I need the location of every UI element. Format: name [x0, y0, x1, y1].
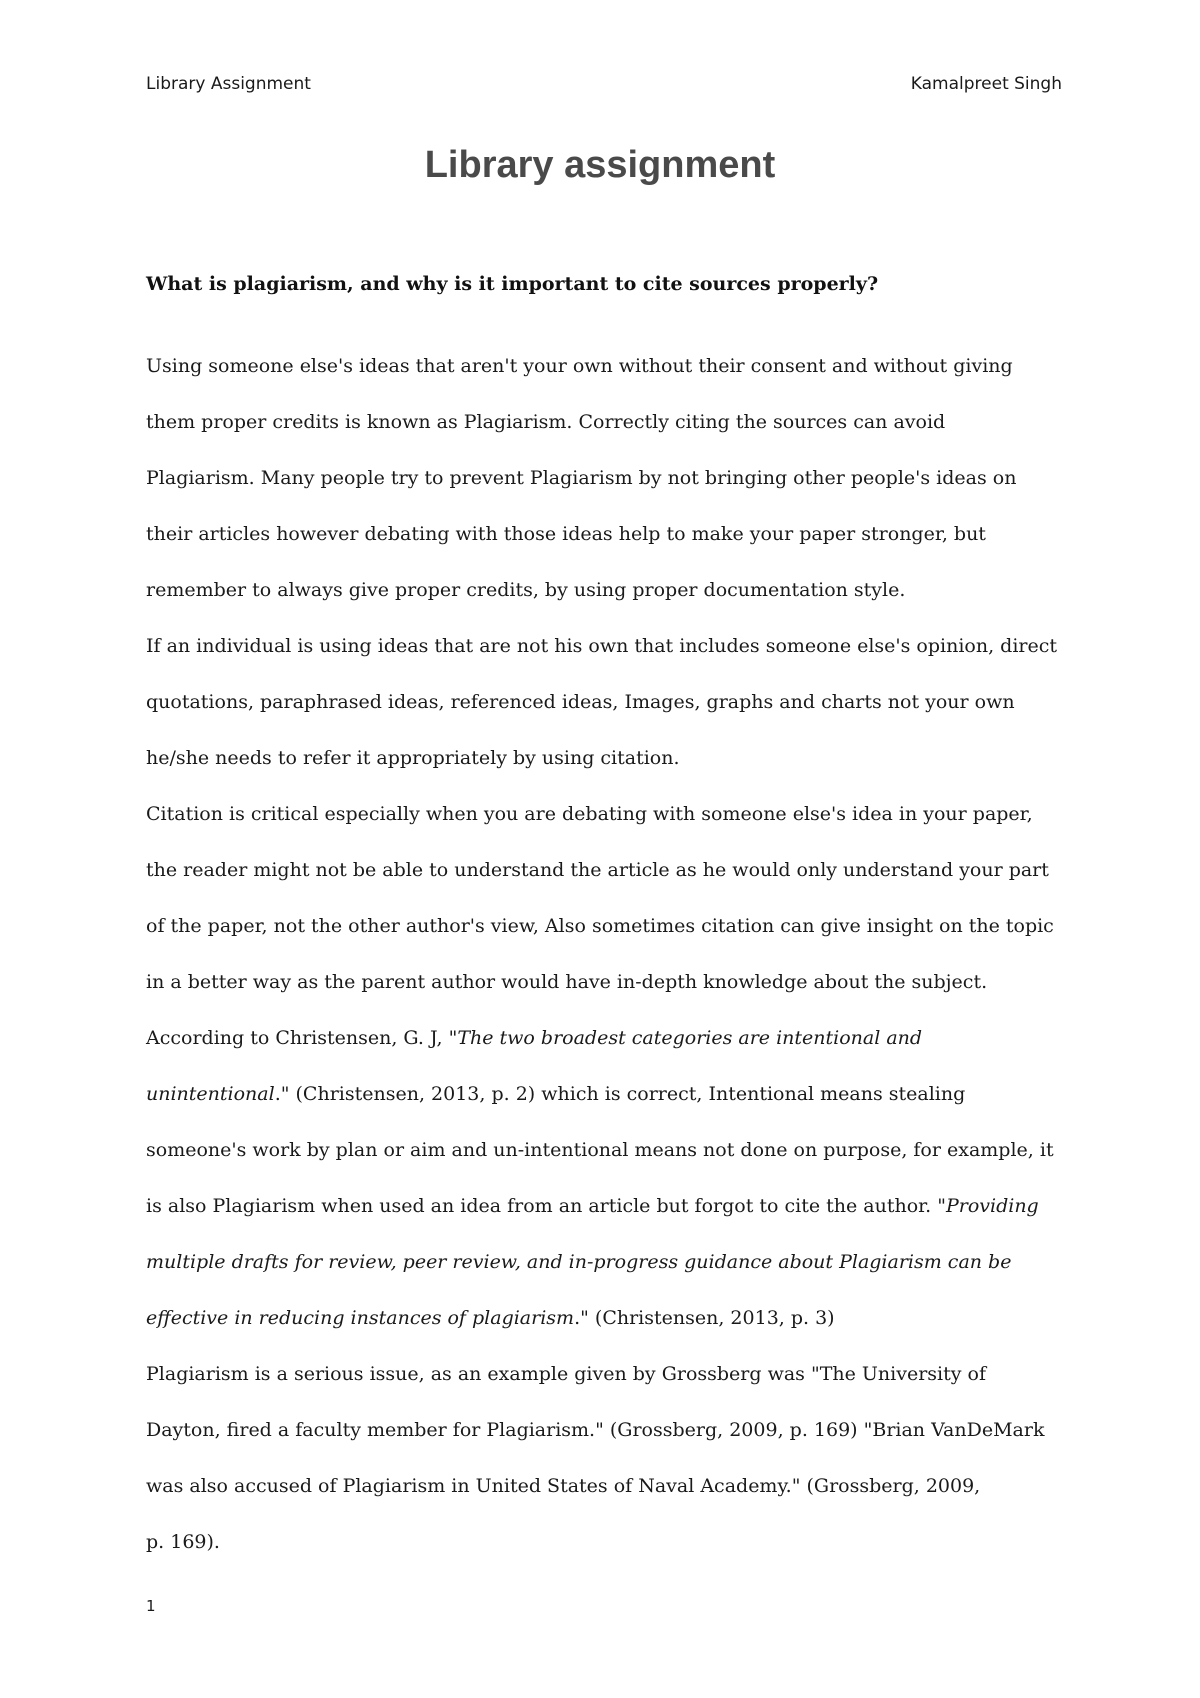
- text-line: Using someone else's ideas that aren't your own without their consent and without giving: [146, 355, 1013, 377]
- text-line: [146, 1192, 1068, 1248]
- text-line: was also accused of Plagiarism in United States of Naval Academy." (Grossberg, 2009,: [146, 1475, 981, 1497]
- text-line: remember to always give proper credits, by using proper documentation style.: [146, 579, 906, 601]
- text-line: Plagiarism is a serious issue, as an example given by Grossberg was "The University of: [146, 1363, 986, 1385]
- header-right: Kamalpreet Singh: [910, 74, 1062, 94]
- text-line-italic: multiple drafts for review, peer review, and in-progress guidance about Plagiarism can be: [146, 1251, 1012, 1273]
- text-run: Christensen, 2013, p. 3): [602, 1307, 835, 1329]
- text-line: If an individual is using ideas that are not his own that includes someone else's opinion, direct: [146, 635, 1058, 657]
- document-title: Library assignment: [424, 144, 776, 186]
- question-heading: What is plagiarism, and why is it important to cite sources properly?: [146, 273, 879, 295]
- text-line: Plagiarism. Many people try to prevent Plagiarism by not bringing other people's ideas on: [146, 467, 1017, 489]
- quote-italic: unintentional: [146, 1083, 275, 1105]
- text-run: ." (: [574, 1307, 603, 1329]
- text-line: someone's work by plan or aim and un-intentional means not done on purpose, for example, it: [146, 1139, 1054, 1161]
- text-line: [146, 1024, 1068, 1080]
- text-run: According to Christensen, G. J, ": [146, 1027, 458, 1049]
- text-line: them proper credits is known as Plagiarism. Correctly citing the sources can avoid: [146, 411, 946, 433]
- page-number: 1: [146, 1597, 156, 1615]
- quote-italic: Providing: [945, 1195, 1039, 1217]
- text-line: p. 169).: [146, 1531, 220, 1553]
- text-line: [146, 1080, 1068, 1136]
- text-line: [146, 1304, 1068, 1360]
- text-line: the reader might not be able to understand the article as he would only understand your part: [146, 859, 1049, 881]
- text-line: of the paper, not the other author's view, Also sometimes citation can give insight on the topic: [146, 915, 1054, 937]
- text-line: in a better way as the parent author would have in-depth knowledge about the subject.: [146, 971, 988, 993]
- text-line: Citation is critical especially when you are debating with someone else's idea in your paper,: [146, 803, 1033, 825]
- header-left: Library Assignment: [146, 74, 311, 94]
- quote-italic: effective in reducing instances of plagiarism: [146, 1307, 575, 1329]
- text-run: ." (Christensen, 2013, p. 2) which is correct, Intentional means stealing: [274, 1083, 966, 1105]
- body-text: [146, 352, 1068, 1584]
- quote-italic: The two broadest categories are intentional and: [457, 1027, 923, 1049]
- text-line: he/she needs to refer it appropriately by using citation.: [146, 747, 680, 769]
- text-line: their articles however debating with those ideas help to make your paper stronger, but: [146, 523, 986, 545]
- text-line: quotations, paraphrased ideas, referenced ideas, Images, graphs and charts not your own: [146, 691, 1015, 713]
- text-run: is also Plagiarism when used an idea from an article but forgot to cite the author. ": [146, 1195, 946, 1217]
- text-line: Dayton, fired a faculty member for Plagiarism." (Grossberg, 2009, p. 169) "Brian VanDeMark: [146, 1419, 1045, 1441]
